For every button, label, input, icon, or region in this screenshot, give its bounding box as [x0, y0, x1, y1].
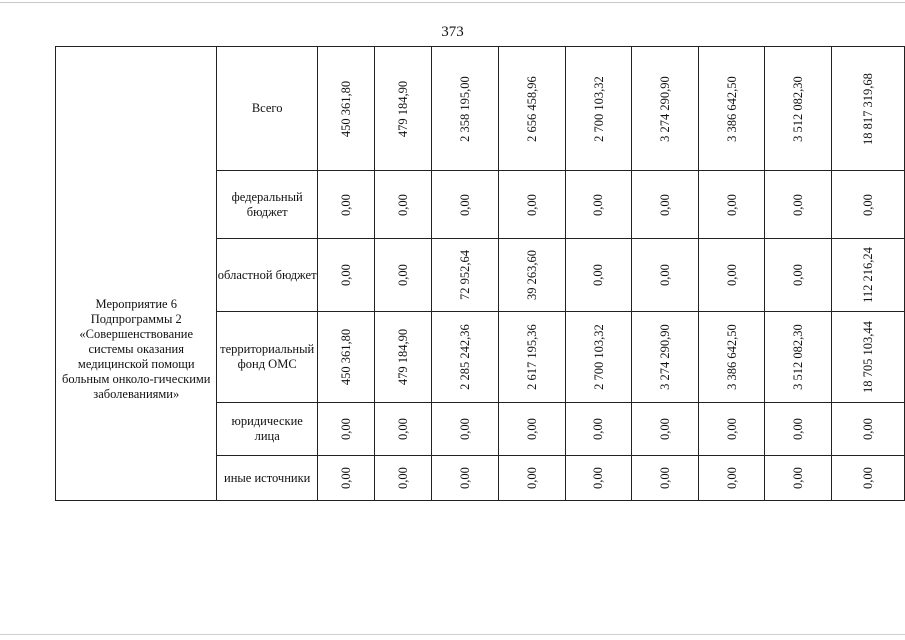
value-cell: 0,00: [375, 456, 432, 501]
value-cell: 0,00: [832, 456, 905, 501]
row-label-oms: территориальный фонд ОМС: [217, 312, 317, 403]
value-cell: 0,00: [632, 171, 699, 239]
value-cell: 0,00: [632, 403, 699, 456]
value-cell: 2 617 195,36: [498, 312, 565, 403]
value-cell: 0,00: [765, 456, 832, 501]
value-cell: 18 817 319,68: [832, 47, 905, 171]
value-cell: 479 184,90: [375, 47, 432, 171]
page-number: 373: [441, 24, 464, 40]
value-cell: 3 274 290,90: [632, 47, 699, 171]
value-cell: 0,00: [832, 171, 905, 239]
value-cell: 2 656 458,96: [498, 47, 565, 171]
value-cell: 0,00: [317, 239, 374, 312]
value-cell: 3 512 082,30: [765, 312, 832, 403]
value-cell: 0,00: [565, 456, 632, 501]
value-cell: 2 700 103,32: [565, 47, 632, 171]
row-label-other: иные источники: [217, 456, 317, 501]
value-cell: 0,00: [698, 456, 765, 501]
value-cell: 3 274 290,90: [632, 312, 699, 403]
value-cell: 0,00: [765, 239, 832, 312]
budget-table: [55, 46, 905, 501]
value-cell: 0,00: [317, 403, 374, 456]
event-name-cell: [56, 47, 217, 501]
value-cell: 0,00: [698, 403, 765, 456]
value-cell: 3 386 642,50: [698, 312, 765, 403]
value-cell: 450 361,80: [317, 47, 374, 171]
value-cell: 0,00: [632, 456, 699, 501]
value-cell: 0,00: [698, 171, 765, 239]
value-cell: 2 358 195,00: [432, 47, 499, 171]
value-cell: 0,00: [498, 456, 565, 501]
value-cell: 39 263,60: [498, 239, 565, 312]
value-cell: 72 952,64: [432, 239, 499, 312]
value-cell: 0,00: [765, 171, 832, 239]
row-label-total: Всего: [217, 47, 317, 171]
value-cell: 0,00: [432, 171, 499, 239]
value-cell: 0,00: [698, 239, 765, 312]
value-cell: 0,00: [565, 403, 632, 456]
value-cell: 479 184,90: [375, 312, 432, 403]
table-row-total: [56, 47, 905, 171]
value-cell: 0,00: [375, 403, 432, 456]
value-cell: 0,00: [432, 403, 499, 456]
value-cell: 3 386 642,50: [698, 47, 765, 171]
value-cell: 2 700 103,32: [565, 312, 632, 403]
value-cell: 0,00: [565, 171, 632, 239]
event-name: Мероприятие 6 Подпрограммы 2 «Совершенствование системы оказания медицинской помощи больным онколо-гическими заболеваниями»: [61, 297, 211, 401]
top-rule: [0, 2, 905, 3]
value-cell: 0,00: [498, 171, 565, 239]
value-cell: 0,00: [498, 403, 565, 456]
value-cell: 0,00: [375, 239, 432, 312]
value-cell: 0,00: [832, 403, 905, 456]
bottom-rule: [0, 634, 905, 635]
value-cell: 3 512 082,30: [765, 47, 832, 171]
value-cell: 0,00: [317, 171, 374, 239]
value-cell: 0,00: [565, 239, 632, 312]
value-cell: 0,00: [375, 171, 432, 239]
value-cell: 0,00: [432, 456, 499, 501]
row-label-legal: юридические лица: [217, 403, 317, 456]
value-cell: 0,00: [632, 239, 699, 312]
value-cell: 0,00: [317, 456, 374, 501]
value-cell: 18 705 103,44: [832, 312, 905, 403]
value-cell: 2 285 242,36: [432, 312, 499, 403]
row-label-federal: федеральный бюджет: [217, 171, 317, 239]
value-cell: 450 361,80: [317, 312, 374, 403]
row-label-regional: областной бюджет: [217, 239, 317, 312]
value-cell: 112 216,24: [832, 239, 905, 312]
value-cell: 0,00: [765, 403, 832, 456]
